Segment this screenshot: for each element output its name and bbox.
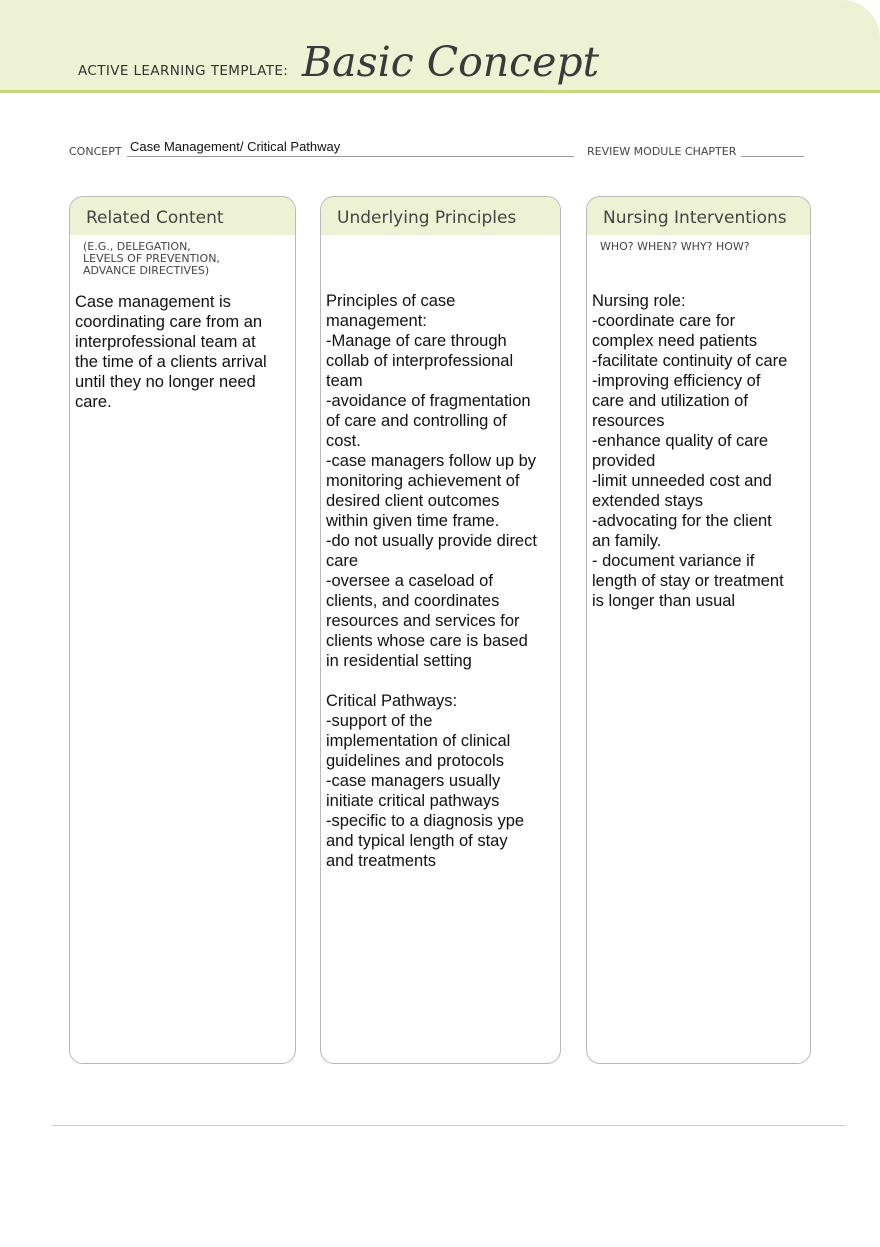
template-title: Basic Concept	[302, 38, 600, 86]
review-module-field[interactable]	[741, 156, 804, 157]
header-divider	[0, 90, 880, 93]
template-label: ACTIVE LEARNING TEMPLATE:	[78, 63, 289, 79]
underlying-principles-text[interactable]: Principles of case management: -Manage of care through collab of interprofessional team -avoidance of fragmentation of care and controlling of cost. -case managers follow up by monitoring achievement of desired client outcomes within given time frame. -do not usually provide direct care -oversee a caseload of clients, and coordinates resources and services for clients whose care is based in residential setting Critical Pathways: -support of the implementation of clinical guidelines and protocols -case managers usually initiate critical pathways -specific to a diagnosis ype and typical length of stay and treatments	[326, 292, 537, 870]
underlying-principles-box	[320, 196, 561, 1064]
related-content-box	[69, 196, 296, 1064]
column-title: Nursing Interventions	[587, 197, 810, 235]
concept-field-line	[127, 156, 574, 157]
related-content-text[interactable]: Case management is coordinating care from an interprofessional team at the time of a clients arrival until they no longer need care.	[75, 293, 267, 411]
review-module-label: REVIEW MODULE CHAPTER	[587, 145, 737, 158]
concept-field[interactable]: Case Management/ Critical Pathway	[130, 139, 341, 154]
column-title: Underlying Principles	[321, 197, 560, 235]
column-title: Related Content	[70, 197, 295, 235]
column-subtitle: (E.G., DELEGATION, LEVELS OF PREVENTION, ADVANCE DIRECTIVES)	[83, 240, 220, 277]
nursing-interventions-text[interactable]: Nursing role: -coordinate care for complex need patients -facilitate continuity of care -improving efficiency of care and utilization of resources -enhance quality of care provided -limit unneeded cost and extended stays -advocating for the client an family. - document variance if length of stay or treatment is longer than usual	[592, 292, 788, 610]
column-subtitle: WHO? WHEN? WHY? HOW?	[600, 240, 750, 253]
nursing-interventions-box	[586, 196, 811, 1064]
footer-divider	[52, 1125, 846, 1126]
concept-label: CONCEPT	[69, 145, 122, 158]
